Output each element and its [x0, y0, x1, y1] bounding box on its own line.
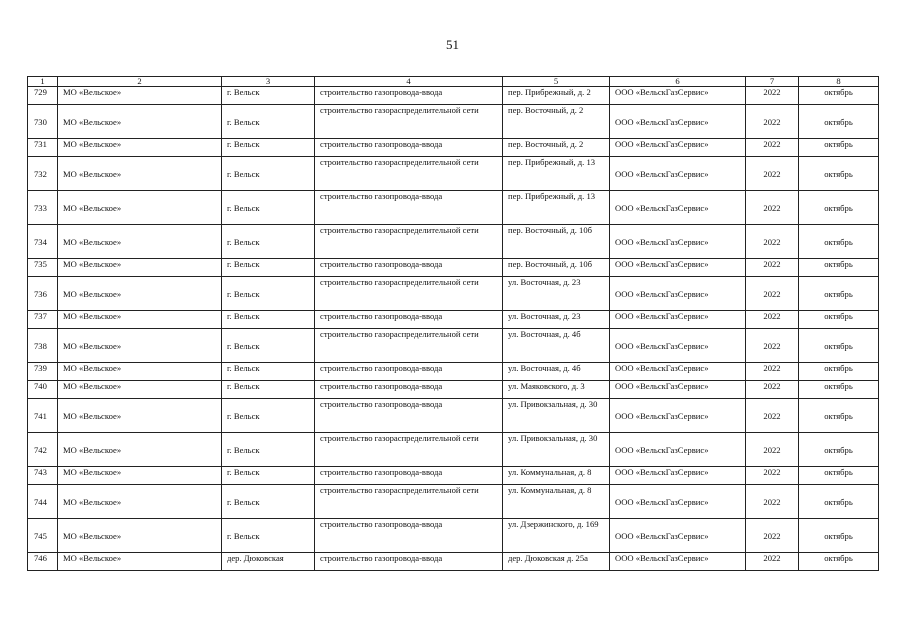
row-number: 742 — [28, 433, 58, 467]
work-type-cell: строительство газопровода-ввода — [315, 553, 503, 571]
table-row — [28, 519, 879, 553]
month-cell: октябрь — [799, 87, 879, 105]
table-row — [28, 433, 879, 467]
locality-cell: г. Вельск — [222, 381, 315, 399]
address-cell: пер. Восточный, д. 2 — [503, 139, 610, 157]
municipality-cell: МО «Вельское» — [58, 157, 222, 191]
address-cell: пер. Восточный, д. 2 — [503, 105, 610, 139]
column-header: 8 — [799, 77, 879, 87]
locality-cell: г. Вельск — [222, 139, 315, 157]
work-type-cell: строительство газораспределительной сети — [315, 157, 503, 191]
month-cell: октябрь — [799, 225, 879, 259]
organization-cell: ООО «ВельскГазСервис» — [610, 553, 746, 571]
locality-cell: г. Вельск — [222, 157, 315, 191]
year-cell: 2022 — [746, 311, 799, 329]
year-cell: 2022 — [746, 381, 799, 399]
row-number: 734 — [28, 225, 58, 259]
locality-cell: г. Вельск — [222, 191, 315, 225]
month-cell: октябрь — [799, 381, 879, 399]
locality-cell: г. Вельск — [222, 433, 315, 467]
month-cell: октябрь — [799, 277, 879, 311]
work-type-cell: строительство газопровода-ввода — [315, 467, 503, 485]
address-cell: пер. Прибрежный, д. 13 — [503, 191, 610, 225]
organization-cell: ООО «ВельскГазСервис» — [610, 225, 746, 259]
locality-cell: г. Вельск — [222, 311, 315, 329]
address-cell: ул. Восточная, д. 4б — [503, 363, 610, 381]
work-type-cell: строительство газораспределительной сети — [315, 485, 503, 519]
locality-cell: г. Вельск — [222, 277, 315, 311]
year-cell: 2022 — [746, 259, 799, 277]
address-cell: пер. Прибрежный, д. 13 — [503, 157, 610, 191]
municipality-cell: МО «Вельское» — [58, 467, 222, 485]
municipality-cell: МО «Вельское» — [58, 259, 222, 277]
table-row — [28, 157, 879, 191]
year-cell: 2022 — [746, 225, 799, 259]
locality-cell: г. Вельск — [222, 519, 315, 553]
year-cell: 2022 — [746, 139, 799, 157]
row-number: 740 — [28, 381, 58, 399]
year-cell: 2022 — [746, 157, 799, 191]
column-header: 2 — [58, 77, 222, 87]
work-type-cell: строительство газопровода-ввода — [315, 399, 503, 433]
table-row — [28, 467, 879, 485]
year-cell: 2022 — [746, 363, 799, 381]
municipality-cell: МО «Вельское» — [58, 519, 222, 553]
address-cell: ул. Дзержинского, д. 169 — [503, 519, 610, 553]
locality-cell: г. Вельск — [222, 87, 315, 105]
work-type-cell: строительство газопровода-ввода — [315, 139, 503, 157]
organization-cell: ООО «ВельскГазСервис» — [610, 311, 746, 329]
month-cell: октябрь — [799, 311, 879, 329]
row-number: 729 — [28, 87, 58, 105]
table-row — [28, 139, 879, 157]
work-type-cell: строительство газораспределительной сети — [315, 329, 503, 363]
column-header: 4 — [315, 77, 503, 87]
work-type-cell: строительство газопровода-ввода — [315, 311, 503, 329]
column-header: 5 — [503, 77, 610, 87]
address-cell: ул. Восточная, д. 23 — [503, 311, 610, 329]
work-type-cell: строительство газопровода-ввода — [315, 191, 503, 225]
address-cell: ул. Коммунальная, д. 8 — [503, 485, 610, 519]
row-number: 739 — [28, 363, 58, 381]
year-cell: 2022 — [746, 485, 799, 519]
address-cell: ул. Привокзальная, д. 30 — [503, 433, 610, 467]
locality-cell: г. Вельск — [222, 329, 315, 363]
year-cell: 2022 — [746, 553, 799, 571]
column-header: 6 — [610, 77, 746, 87]
year-cell: 2022 — [746, 105, 799, 139]
registry-table — [27, 76, 879, 571]
address-cell: ул. Восточная, д. 4б — [503, 329, 610, 363]
table-row — [28, 381, 879, 399]
year-cell: 2022 — [746, 433, 799, 467]
row-number: 735 — [28, 259, 58, 277]
month-cell: октябрь — [799, 433, 879, 467]
address-cell: дер. Дюковская д. 25а — [503, 553, 610, 571]
column-number-row — [28, 77, 879, 87]
row-number: 736 — [28, 277, 58, 311]
month-cell: октябрь — [799, 399, 879, 433]
month-cell: октябрь — [799, 363, 879, 381]
address-cell: пер. Восточный, д. 10б — [503, 225, 610, 259]
work-type-cell: строительство газораспределительной сети — [315, 225, 503, 259]
address-cell: ул. Коммунальная, д. 8 — [503, 467, 610, 485]
table-row — [28, 399, 879, 433]
table-row — [28, 363, 879, 381]
table-row — [28, 553, 879, 571]
table-row — [28, 277, 879, 311]
organization-cell: ООО «ВельскГазСервис» — [610, 433, 746, 467]
table-row — [28, 329, 879, 363]
municipality-cell: МО «Вельское» — [58, 311, 222, 329]
address-cell: ул. Привокзальная, д. 30 — [503, 399, 610, 433]
work-type-cell: строительство газопровода-ввода — [315, 519, 503, 553]
organization-cell: ООО «ВельскГазСервис» — [610, 363, 746, 381]
row-number: 733 — [28, 191, 58, 225]
row-number: 746 — [28, 553, 58, 571]
locality-cell: г. Вельск — [222, 259, 315, 277]
locality-cell: г. Вельск — [222, 363, 315, 381]
organization-cell: ООО «ВельскГазСервис» — [610, 485, 746, 519]
row-number: 743 — [28, 467, 58, 485]
organization-cell: ООО «ВельскГазСервис» — [610, 467, 746, 485]
work-type-cell: строительство газопровода-ввода — [315, 87, 503, 105]
row-number: 737 — [28, 311, 58, 329]
organization-cell: ООО «ВельскГазСервис» — [610, 259, 746, 277]
organization-cell: ООО «ВельскГазСервис» — [610, 139, 746, 157]
page-number: 51 — [446, 37, 459, 52]
locality-cell: г. Вельск — [222, 485, 315, 519]
row-number: 744 — [28, 485, 58, 519]
locality-cell: г. Вельск — [222, 105, 315, 139]
year-cell: 2022 — [746, 191, 799, 225]
row-number: 732 — [28, 157, 58, 191]
organization-cell: ООО «ВельскГазСервис» — [610, 519, 746, 553]
address-cell: пер. Восточный, д. 10б — [503, 259, 610, 277]
month-cell: октябрь — [799, 485, 879, 519]
work-type-cell: строительство газопровода-ввода — [315, 381, 503, 399]
municipality-cell: МО «Вельское» — [58, 329, 222, 363]
column-header: 1 — [28, 77, 58, 87]
row-number: 741 — [28, 399, 58, 433]
table-row — [28, 259, 879, 277]
month-cell: октябрь — [799, 139, 879, 157]
municipality-cell: МО «Вельское» — [58, 363, 222, 381]
municipality-cell: МО «Вельское» — [58, 553, 222, 571]
month-cell: октябрь — [799, 191, 879, 225]
table-row — [28, 485, 879, 519]
municipality-cell: МО «Вельское» — [58, 191, 222, 225]
month-cell: октябрь — [799, 157, 879, 191]
table-row — [28, 105, 879, 139]
month-cell: октябрь — [799, 105, 879, 139]
locality-cell: г. Вельск — [222, 467, 315, 485]
locality-cell: г. Вельск — [222, 225, 315, 259]
row-number: 730 — [28, 105, 58, 139]
row-number: 731 — [28, 139, 58, 157]
municipality-cell: МО «Вельское» — [58, 139, 222, 157]
month-cell: октябрь — [799, 259, 879, 277]
month-cell: октябрь — [799, 553, 879, 571]
work-type-cell: строительство газопровода-ввода — [315, 363, 503, 381]
work-type-cell: строительство газораспределительной сети — [315, 105, 503, 139]
municipality-cell: МО «Вельское» — [58, 381, 222, 399]
work-type-cell: строительство газораспределительной сети — [315, 277, 503, 311]
table-row — [28, 311, 879, 329]
organization-cell: ООО «ВельскГазСервис» — [610, 191, 746, 225]
address-cell: ул. Восточная, д. 23 — [503, 277, 610, 311]
organization-cell: ООО «ВельскГазСервис» — [610, 277, 746, 311]
municipality-cell: МО «Вельское» — [58, 485, 222, 519]
month-cell: октябрь — [799, 329, 879, 363]
year-cell: 2022 — [746, 399, 799, 433]
year-cell: 2022 — [746, 519, 799, 553]
work-type-cell: строительство газораспределительной сети — [315, 433, 503, 467]
month-cell: октябрь — [799, 519, 879, 553]
organization-cell: ООО «ВельскГазСервис» — [610, 329, 746, 363]
work-type-cell: строительство газопровода-ввода — [315, 259, 503, 277]
municipality-cell: МО «Вельское» — [58, 105, 222, 139]
locality-cell: г. Вельск — [222, 399, 315, 433]
year-cell: 2022 — [746, 87, 799, 105]
year-cell: 2022 — [746, 467, 799, 485]
organization-cell: ООО «ВельскГазСервис» — [610, 381, 746, 399]
municipality-cell: МО «Вельское» — [58, 433, 222, 467]
locality-cell: дер. Дюковская — [222, 553, 315, 571]
organization-cell: ООО «ВельскГазСервис» — [610, 105, 746, 139]
organization-cell: ООО «ВельскГазСервис» — [610, 87, 746, 105]
address-cell: пер. Прибрежный, д. 2 — [503, 87, 610, 105]
month-cell: октябрь — [799, 467, 879, 485]
address-cell: ул. Маяковского, д. 3 — [503, 381, 610, 399]
table-row — [28, 191, 879, 225]
table-row — [28, 225, 879, 259]
column-header: 3 — [222, 77, 315, 87]
table-row — [28, 87, 879, 105]
municipality-cell: МО «Вельское» — [58, 277, 222, 311]
year-cell: 2022 — [746, 277, 799, 311]
row-number: 738 — [28, 329, 58, 363]
municipality-cell: МО «Вельское» — [58, 87, 222, 105]
organization-cell: ООО «ВельскГазСервис» — [610, 157, 746, 191]
municipality-cell: МО «Вельское» — [58, 225, 222, 259]
year-cell: 2022 — [746, 329, 799, 363]
row-number: 745 — [28, 519, 58, 553]
organization-cell: ООО «ВельскГазСервис» — [610, 399, 746, 433]
column-header: 7 — [746, 77, 799, 87]
municipality-cell: МО «Вельское» — [58, 399, 222, 433]
